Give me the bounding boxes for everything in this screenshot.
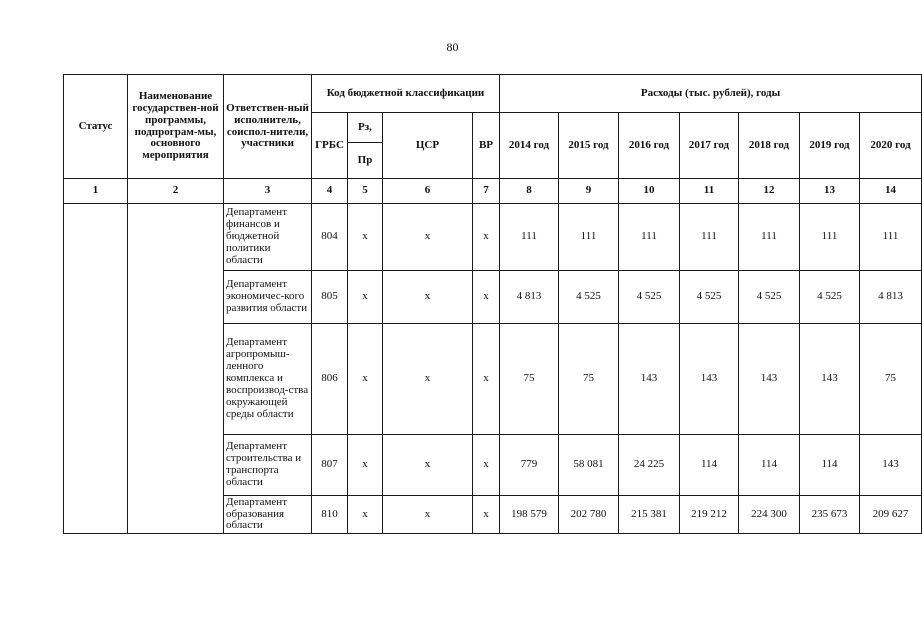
header-executor: Ответствен-ный исполнитель, соиспол-нители, участники (224, 75, 312, 179)
column-number: 11 (680, 179, 739, 204)
value-cell: 224 300 (739, 496, 800, 534)
grbs-cell: 806 (312, 324, 348, 435)
value-cell: 75 (559, 324, 619, 435)
csr-cell: х (383, 324, 473, 435)
budget-table (63, 74, 922, 534)
value-cell: 111 (800, 204, 860, 271)
header-rz: Рз, (348, 113, 383, 143)
header-year-2014: 2014 год (500, 113, 559, 179)
value-cell: 4 813 (500, 271, 559, 324)
value-cell: 4 525 (619, 271, 680, 324)
value-cell: 4 525 (680, 271, 739, 324)
header-budget-code: Код бюджетной классификации (312, 75, 500, 113)
page-number: 80 (446, 40, 459, 54)
value-cell: 111 (680, 204, 739, 271)
executor-cell: Департамент агропромыш-ленного комплекса и воспроизвод-ства окружающей среды области (224, 324, 312, 435)
value-cell: 209 627 (860, 496, 922, 534)
value-cell: 143 (860, 435, 922, 496)
value-cell: 111 (860, 204, 922, 271)
header-vr: ВР (473, 113, 500, 179)
value-cell: 4 813 (860, 271, 922, 324)
value-cell: 779 (500, 435, 559, 496)
csr-cell: х (383, 271, 473, 324)
program-name-cell (128, 204, 224, 534)
value-cell: 143 (680, 324, 739, 435)
value-cell: 143 (739, 324, 800, 435)
value-cell: 111 (559, 204, 619, 271)
column-number-row (64, 179, 922, 204)
grbs-cell: 807 (312, 435, 348, 496)
column-number: 7 (473, 179, 500, 204)
header-csr: ЦСР (383, 113, 473, 179)
column-number: 3 (224, 179, 312, 204)
value-cell: 111 (739, 204, 800, 271)
value-cell: 111 (619, 204, 680, 271)
vr-cell: х (473, 324, 500, 435)
value-cell: 143 (800, 324, 860, 435)
csr-cell: х (383, 204, 473, 271)
value-cell: 58 081 (559, 435, 619, 496)
value-cell: 4 525 (800, 271, 860, 324)
executor-cell: Департамент строительства и транспорта области (224, 435, 312, 496)
column-number: 4 (312, 179, 348, 204)
vr-cell: х (473, 496, 500, 534)
value-cell: 219 212 (680, 496, 739, 534)
header-grbs: ГРБС (312, 113, 348, 179)
value-cell: 215 381 (619, 496, 680, 534)
value-cell: 143 (619, 324, 680, 435)
column-number: 2 (128, 179, 224, 204)
csr-cell: х (383, 496, 473, 534)
value-cell: 24 225 (619, 435, 680, 496)
header-pr: Пр (348, 143, 383, 179)
header-program-name: Наименование государствен-ной программы, подпрограм-мы, основного мероприятия (128, 75, 224, 179)
column-number: 12 (739, 179, 800, 204)
column-number: 10 (619, 179, 680, 204)
value-cell: 75 (500, 324, 559, 435)
header-year-2016: 2016 год (619, 113, 680, 179)
value-cell: 114 (800, 435, 860, 496)
header-year-2017: 2017 год (680, 113, 739, 179)
rzpr-cell: х (348, 324, 383, 435)
column-number: 1 (64, 179, 128, 204)
column-number: 14 (860, 179, 922, 204)
header-year-2018: 2018 год (739, 113, 800, 179)
rzpr-cell: х (348, 496, 383, 534)
value-cell: 4 525 (739, 271, 800, 324)
executor-cell: Департамент экономичес-кого развития области (224, 271, 312, 324)
grbs-cell: 805 (312, 271, 348, 324)
rzpr-cell: х (348, 435, 383, 496)
header-expenses: Расходы (тыс. рублей), годы (500, 75, 922, 113)
value-cell: 111 (500, 204, 559, 271)
column-number: 13 (800, 179, 860, 204)
executor-cell: Департамент образования области (224, 496, 312, 534)
vr-cell: х (473, 435, 500, 496)
csr-cell: х (383, 435, 473, 496)
header-year-2019: 2019 год (800, 113, 860, 179)
header-status: Статус (64, 75, 128, 179)
rzpr-cell: х (348, 271, 383, 324)
value-cell: 75 (860, 324, 922, 435)
value-cell: 235 673 (800, 496, 860, 534)
value-cell: 114 (739, 435, 800, 496)
rzpr-cell: х (348, 204, 383, 271)
column-number: 5 (348, 179, 383, 204)
status-cell (64, 204, 128, 534)
value-cell: 4 525 (559, 271, 619, 324)
grbs-cell: 804 (312, 204, 348, 271)
column-number: 9 (559, 179, 619, 204)
column-number: 6 (383, 179, 473, 204)
column-number: 8 (500, 179, 559, 204)
vr-cell: х (473, 271, 500, 324)
executor-cell: Департамент финансов и бюджетной политики области (224, 204, 312, 271)
value-cell: 202 780 (559, 496, 619, 534)
header-year-2015: 2015 год (559, 113, 619, 179)
value-cell: 114 (680, 435, 739, 496)
grbs-cell: 810 (312, 496, 348, 534)
table-row (64, 204, 922, 271)
vr-cell: х (473, 204, 500, 271)
value-cell: 198 579 (500, 496, 559, 534)
header-year-2020: 2020 год (860, 113, 922, 179)
